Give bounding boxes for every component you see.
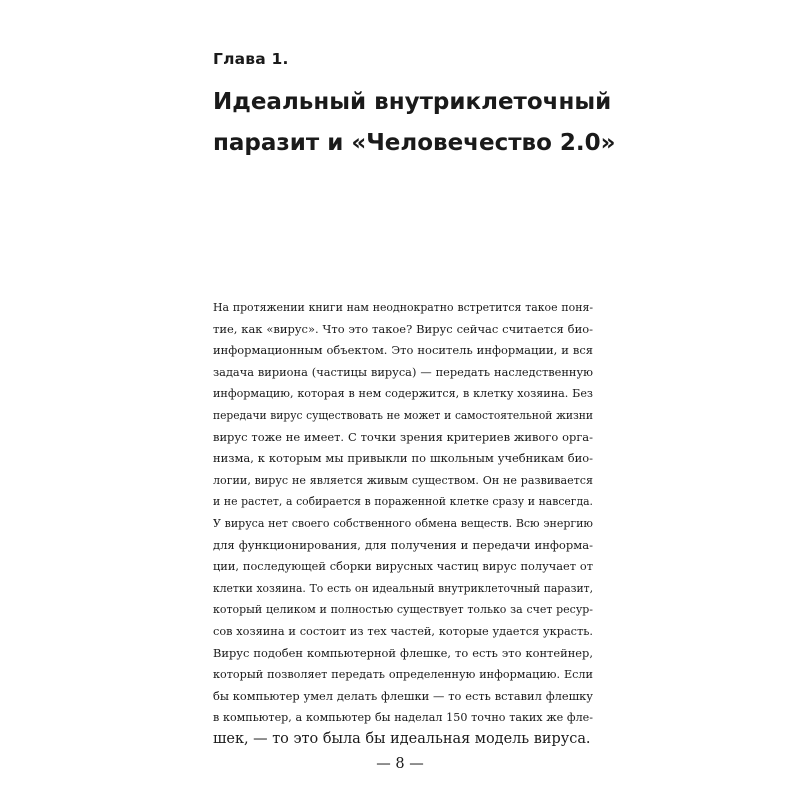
- text-line: шек, — то это была бы идеальная модель вируса.: [213, 730, 591, 747]
- text-line: тие, как «вирус». Что это такое? Вирус сейчас считается био-: [213, 321, 593, 336]
- text-line: На протяжении книги нам неоднократно встретится такое поня-: [213, 301, 593, 314]
- text-line: сов хозяина и состоит из тех частей, которые удается украсть.: [213, 624, 593, 638]
- text-line: передачи вирус существовать не может и самостоятельной жизни: [213, 408, 593, 422]
- chapter-title: [213, 82, 616, 164]
- text-line: вирус тоже не имеет. С точки зрения критериев живого орга-: [213, 429, 593, 444]
- text-line: У вируса нет своего собственного обмена веществ. Всю энергию: [213, 516, 593, 530]
- text-line: задача вириона (частицы вируса) — передать наследственную: [213, 364, 593, 379]
- text-line: низма, к которым мы привыкли по школьным учебникам био-: [213, 451, 593, 466]
- chapter-title-line: паразит и «Человечество 2.0»: [213, 130, 616, 156]
- text-line: который позволяет передать определенную информацию. Если: [213, 668, 593, 682]
- chapter-title-line: Идеальный внутриклеточный: [213, 89, 612, 115]
- text-line: который целиком и полностью существует только за счет ресур-: [213, 603, 593, 617]
- text-line: для функционирования, для получения и передачи информа-: [213, 537, 593, 552]
- text-line: и не растет, а собирается в пораженной клетке сразу и навсегда.: [213, 495, 593, 509]
- text-line: информационным объектом. Это носитель информации, и вся: [213, 343, 593, 358]
- text-line: информацию, которая в нем содержится, в клетку хозяина. Без: [213, 387, 593, 401]
- body-paragraph: [213, 297, 593, 750]
- page-number: — 8 —: [376, 756, 424, 772]
- text-line: Вирус подобен компьютерной флешке, то есть это контейнер,: [213, 645, 593, 660]
- text-line: ции, последующей сборки вирусных частиц вирус получает от: [213, 559, 593, 574]
- text-line: клетки хозяина. То есть он идеальный внутриклеточный паразит,: [213, 581, 593, 595]
- text-line: логии, вирус не является живым существом. Он не развивается: [213, 473, 593, 487]
- text-line: бы компьютер умел делать флешки — то есть вставил флешку: [213, 688, 593, 703]
- chapter-label: Глава 1.: [213, 50, 289, 68]
- text-line: в компьютер, а компьютер бы наделал 150 точно таких же фле-: [213, 711, 593, 725]
